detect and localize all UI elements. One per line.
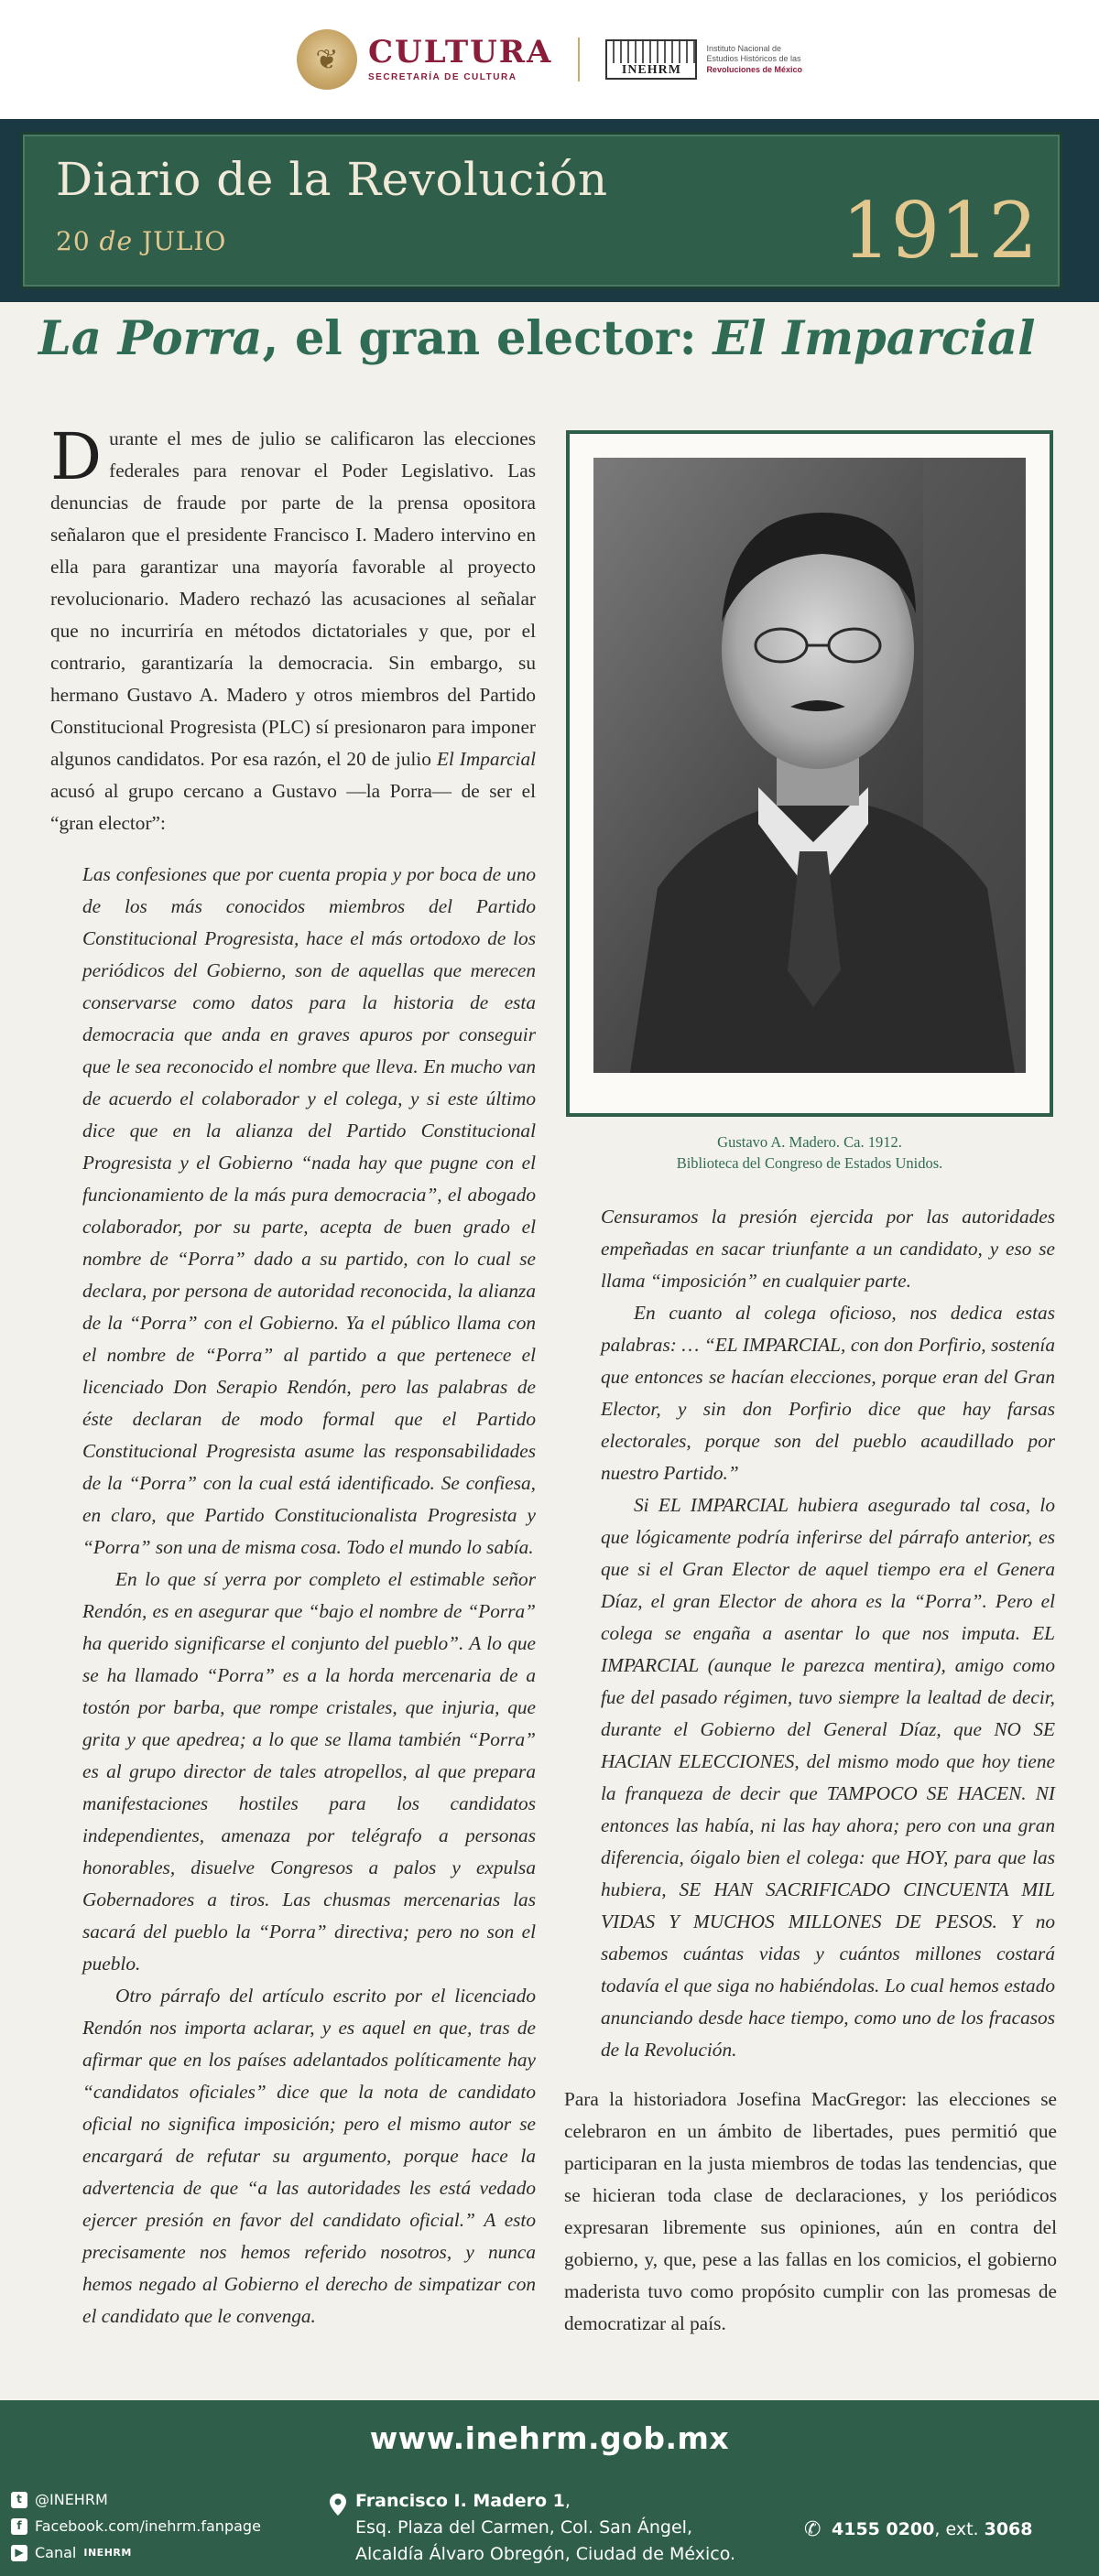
mexico-crest-icon: ❦ [297, 29, 357, 90]
banner-year: 1912 [842, 186, 1038, 276]
youtube-link[interactable] [11, 2539, 261, 2566]
address-comma: , [564, 2491, 571, 2511]
quote-paragraph: En lo que sí yerra por completo el estimable señor Rendón, es en asegurar que “bajo el nombre de “Porra” ha querido significarse el conjunto del pueblo”. A lo que se ha llamado “Porra” es a la horda mercenaria de a tostón por barba, que rompe cristales, que injuria, que grita y que apedrea; a lo que se llama también “Porra” es al grupo director de tales atropellos, al que prepara manifestaciones hostiles para los candidatos independientes, amenaza por telégrafo a personas honorables, disuelve Congresos a palos y expulsa Gobernadores a tiros. Las chusmas mercenarias las sacará del pueblo la “Porra” directiva; pero no son el pueblo. [82, 1568, 536, 1975]
facebook-link[interactable] [11, 2513, 261, 2539]
header-banner [20, 132, 1062, 289]
canal-label: Canal [35, 2544, 77, 2561]
intro-text-2: acusó al grupo cercano a Gustavo —la Porra— de ser el “gran elector”: [50, 780, 536, 834]
facebook-url: Facebook.com/inehrm.fanpage [35, 2517, 261, 2535]
quote-paragraph: Otro párrafo del artículo escrito por el licenciado Rendón nos importa aclarar, y es aquel en que, tras de afirmar que en los países adelantados políticamente hay “candidatos oficiales” dice que la nota de candidato oficial no significa imposición; pero el mismo autor se encargará de refutar su argumento, porque hace la advertencia de que “a las autoridades les está vedado ejercer presión en favor del candidato oficial.” A esto precisamente nos hemos referido nosotros, y nunca hemos negado al Gobierno el derecho de simpatizar con el candidato que le convenga. [82, 1985, 536, 2327]
caption-line1: Gustavo A. Madero. Ca. 1912. [717, 1133, 902, 1151]
portrait-photo[interactable] [593, 458, 1026, 1073]
intro-italic: El Imparcial [436, 748, 537, 770]
address-line3: Alcaldía Álvaro Obregón, Ciudad de México. [355, 2544, 736, 2564]
cultura-logo[interactable] [297, 29, 552, 90]
photo-caption [566, 1131, 1053, 1174]
website-link[interactable]: www.inehrm.gob.mx [369, 2420, 730, 2456]
drop-cap: D [50, 419, 103, 494]
phone-ext: 3068 [984, 2519, 1033, 2539]
banner-day: 20 [56, 226, 91, 256]
photo-frame [566, 430, 1053, 1117]
banner-month: JULIO [141, 226, 227, 256]
phone-ext-label: , ext. [934, 2519, 985, 2539]
intro-text-1: urante el mes de julio se calificaron las elecciones federales para renovar el Poder Legislativo. Las denuncias de fraude por parte de la prensa opositora señalaron que el presidente Francisco I. Madero intervino en ella para garantizar una mayoría favorable al proyecto revolucionario. Madero rechazó las acusaciones al señalar que no incurriría en métodos dictatoriales y que, por el contrario, garantizaría la democracia. Sin embargo, su hermano Gustavo A. Madero y otros miembros del Partido Constitucional Progresista (PLC) sí presionaron para imponer algunos candidatos. Por esa razón, el 20 de julio [50, 428, 536, 770]
logo-divider [578, 38, 580, 81]
inehrm-mark-text: INEHRM [607, 63, 695, 78]
youtube-icon: ▶ [11, 2545, 27, 2561]
phone-main: 4155 0200 [832, 2519, 935, 2539]
inehrm-building-icon [605, 39, 697, 80]
location-pin-icon [330, 2494, 346, 2516]
closing-paragraph [564, 2084, 1057, 2340]
closing-text: Para la historiadora Josefina MacGregor: las elecciones se celebraron en un ámbito de libertades, pues permitió que participaran en la justa miembros de todas las tendencias, que se hicieran toda clase de declaraciones, y los periódicos expresaran libremente sus opiniones, aún en contra del gobierno, y, que, pese a las fallas en los comicios, el gobierno maderista tuvo como propósito cumplir con las promesas de democratizar al país. [564, 2088, 1057, 2334]
banner-de: de [99, 226, 134, 256]
footer [0, 2400, 1099, 2576]
address-line2: Esq. Plaza del Carmen, Col. San Ángel, [355, 2517, 692, 2538]
canal-brand: INEHRM [83, 2547, 132, 2559]
inehrm-text [706, 44, 802, 75]
social-links [11, 2486, 261, 2566]
title-middle: , el gran elector: [262, 311, 713, 366]
article-title [38, 311, 1064, 366]
title-el-imparcial: El Imparcial [713, 311, 1036, 366]
inehrm-line1: Instituto Nacional de [706, 44, 781, 54]
title-la-porra: La Porra [38, 311, 263, 366]
cultura-word: CULTURA [368, 34, 553, 70]
cultura-sub: SECRETARÍA DE CULTURA [368, 72, 517, 82]
quote-paragraph: Censuramos la presión ejercida por las autoridades empeñadas en sacar triunfante a un candidato, y eso se llama “imposición” en cualquier parte. [601, 1206, 1055, 1292]
intro-paragraph [50, 419, 537, 839]
phone-number[interactable] [804, 2518, 1033, 2541]
banner-title: Diario de la Revolución [56, 153, 608, 206]
quote-paragraph: Si EL IMPARCIAL hubiera asegurado tal cosa, lo que lógicamente podría inferirse del párrafo anterior, es que si el Gran Elector de aquel tiempo era el Genera Díaz, el gran Elector de ahora es la “Porra”. Pero el colega se engaña a asentar lo que nos imputa. EL IMPARCIAL (aunque le parezca mentira), amigo como fue del pasado régimen, tuvo siempre la lealtad de decir, durante el Gobierno del General Díaz, que NO SE HACIAN ELECCIONES, del mismo modo que hoy tiene la franqueza de decir que TAMPOCO SE HACEN. NI entonces las había, ni las hay ahora; pero con una gran diferencia, óigalo bien el colega: que HOY, para que las hubiera, SE HAN SACRIFICADO CINCUENTA MIL VIDAS Y MUCHOS MILLONES DE PESOS. Y no sabemos cuántas vidas y cuántos millones costará todavía el que siga no habiéndolas. Lo cual hemos estado anunciando desde hace tiempo, como uno de los fracasos de la Revolución. [601, 1494, 1055, 2061]
address-name: Francisco I. Madero 1 [355, 2491, 565, 2511]
twitter-handle: @INEHRM [35, 2491, 108, 2508]
quote-left-column [82, 859, 536, 2332]
address-block [355, 2488, 735, 2568]
twitter-link[interactable] [11, 2486, 261, 2513]
inehrm-line3: Revoluciones de México [706, 64, 802, 74]
inehrm-line2: Estudios Históricos de las [706, 54, 801, 64]
quote-paragraph: Las confesiones que por cuenta propia y por boca de uno de los más conocidos miembros del Partido Constitucional Progresista, hace el más ortodoxo de los periódicos del Gobierno, son de aquellas que merecen conservarse como datos para la historia de esta democracia que anda en graves apuros por conseguir que le sea reconocido el nombre que lleva. En mucho van de acuerdo el colaborador y el colega, y si este último dice que en la alianza del Partido Constitucional Progresista y el Gobierno “nada hay que pugne con el funcionamiento de la más pura democracia”, el abogado colaborador, por su parte, acepta de buen grado el nombre de “Porra” dado a su partido, con lo cual se declara, por persona de autoridad reconocida, la alianza de la “Porra” con el Gobierno. Ya el público llama con el nombre de “Porra” al partido a que pertenece el licenciado Don Serapio Rendón, pero las palabras de éste declaran de modo formal que el Partido Constitucional Progresista asume las responsabilidades de la “Porra” con la cual está identificado. Se confiesa, en claro, que Partido Constitucionalista Progresista y “Porra” son una de misma cosa. Todo el mundo lo sabía. [82, 863, 536, 1558]
quote-paragraph: En cuanto al colega oficioso, nos dedica estas palabras: … “EL IMPARCIAL, con don Porfirio, sostenía que entonces se hacían elecciones, porque eran del Gran Elector, y sin don Porfirio dice que hay farsas electorales, porque son del pueblo acaudillado por nuestro Partido.” [601, 1302, 1055, 1484]
address-line1 [355, 2488, 735, 2515]
cultura-wordmark [368, 34, 553, 82]
logo-strip [0, 0, 1099, 119]
portrait-illustration [593, 458, 1026, 1073]
twitter-icon: t [11, 2492, 27, 2508]
quote-right-column [601, 1201, 1055, 2066]
phone-icon: ✆ [804, 2518, 822, 2541]
inehrm-logo[interactable] [605, 39, 802, 80]
caption-line2: Biblioteca del Congreso de Estados Unidos. [676, 1154, 943, 1172]
facebook-icon: f [11, 2518, 27, 2535]
banner-date [56, 226, 226, 256]
